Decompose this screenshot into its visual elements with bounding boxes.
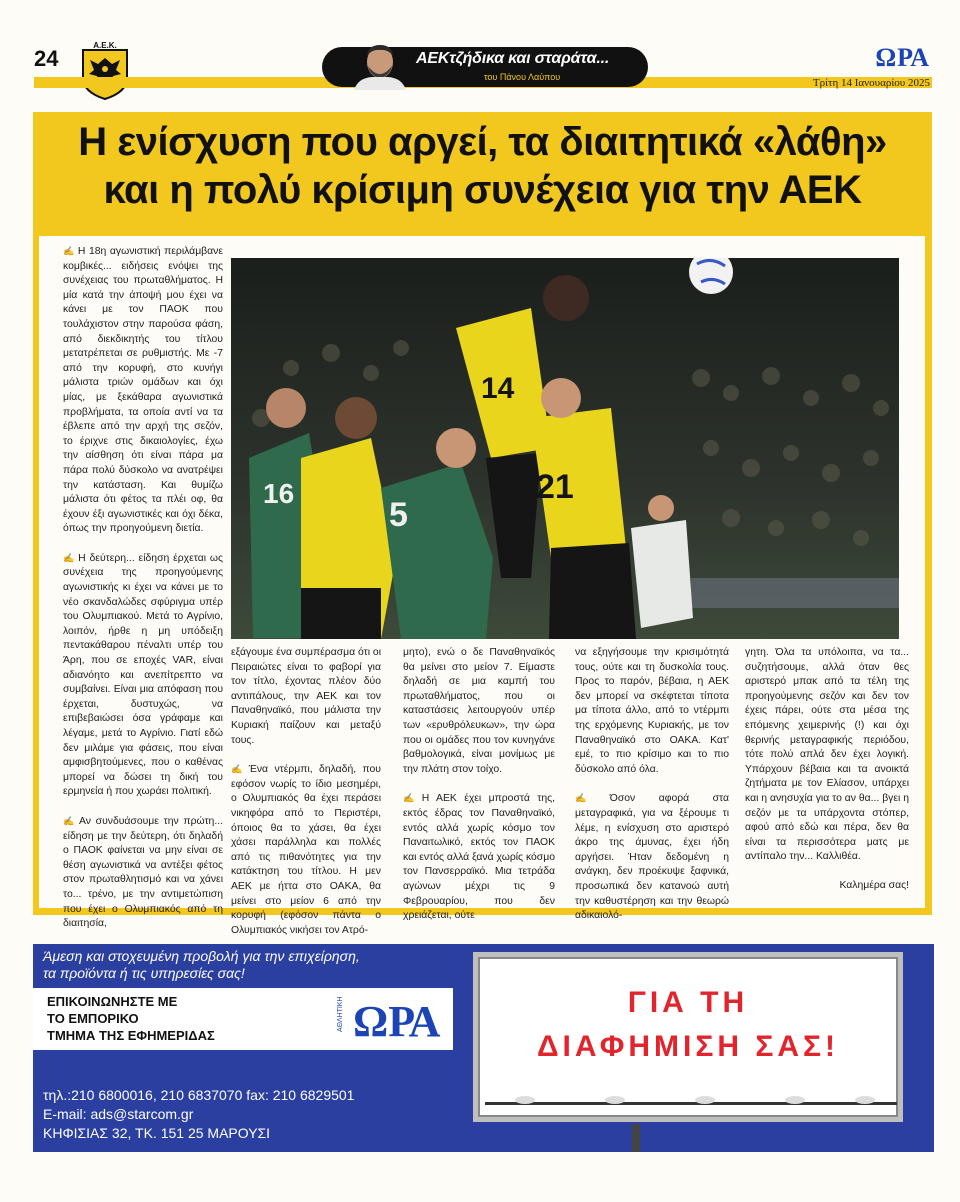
billboard-text: ΓΙΑ ΤΗ ΔΙΑΦΗΜΙΣΗ ΣΑΣ! — [536, 986, 840, 1063]
ad-address: ΚΗΦΙΣΙΑΣ 32, ΤΚ. 151 25 ΜΑΡΟΥΣΙ — [43, 1125, 271, 1141]
text-column-1 — [63, 244, 223, 932]
advertisement — [33, 944, 934, 1152]
newspaper-brand: ΩΡΑ — [875, 43, 930, 72]
paragraph: ✍ Όσον αφορά στα μεταγραφικά, για να ξέρουμε τι λέμε, η ενίσχυση στο αριστερό άκρο της άμυνας, έχει ήδη αργήσει. Ήταν δεδομένη η ανάγκη, δεν προέκυψε ξαφνικά, προσωπικά δεν κατανοώ αυτή την καθυστέρηση και την θεωρώ αδικαιολό- — [575, 793, 729, 922]
paragraph: ✍ Αν συνδυάσουμε την πρώτη... είδηση με την δεύτερη, ότι δηλαδή ο ΠΑΟΚ φαίνεται να μην είναι σε θέση αγωνιστικά να αντέξει φέτος στον πρωταθλητισμό και να χάνει το... τρένο, με την αντιμετώπιση που έχει ο Ολυμπιακός από τη διαιτησία, — [63, 815, 223, 930]
pen-icon: ✍ — [575, 793, 607, 804]
paragraph: ✍ Ένα ντέρμπι, δηλαδή, που εφόσον νωρίς το ίδιο μεσημέρι, ο Ολυμπιακός θα έχει περάσει νικηφόρα από το Περιστέρι, όποιος θα το χάσει, θα έχει χάσει παράλληλα και πολλές από τις πιθανότητες για την κατάκτηση του τίτλου. Η μεν ΑΕΚ με ήττα στο ΟΑΚΑ, θα μείνει στο μείον 6 από την κορυφή (εφόσον πάντα ο Ολυμπιακός νικήσει τον Ατρό- — [231, 764, 381, 936]
page-number: 24 — [34, 46, 59, 71]
text-column-5 — [745, 646, 909, 894]
paragraph: γητη. Όλα τα υπόλοιπα, να τα... συζητήσουμε, αλλά όταν θες αριστερό μπακ από τα τέλη της προηγούμενης σεζόν και δεν τον έχεις πάρει, ούτε στα μέσα της επόμενης χειμερινής (!) και όχι θερινής μεταγραφικής περιόδου, τότε πολύ απλά δεν έχει λογική. Υπάρχουν βέβαια και τα ανοικτά ζητήματα με τον Ελίασον, υπάρχει και η ανησυχία για το αν θα... βγει η σεζόν με τα υπάρχοντα στόπερ, αφού από εδώ και πέρα, δεν θα είναι τα περισσότερα ματς με αντίπαλο την... Καλλιθέα. — [745, 647, 909, 863]
text-column-2 — [231, 646, 381, 938]
paragraph: να εξηγήσουμε την κρισιμότητά τους, ούτε και τη δυσκολία τους. Προς το παρόν, βέβαια, η ΑΕΚ δεν μπορεί να σκέφτεται τίποτα μα τίποτα άλλο, από το ντέρμπι της ερχόμενης Κυριακής, με τον Παναθηναϊκό στο ΟΑΚΑ. Κατ' εμέ, το πιο κρίσιμο και το πιο δύσκολο από όλα. — [575, 647, 729, 775]
signoff: Καλημέρα σας! — [839, 879, 909, 891]
photo-jersey-right: 21 — [536, 468, 574, 506]
aek-crest-logo — [80, 40, 130, 100]
paragraph: ✍ Η 18η αγωνιστική περιλάμβανε κομβικές... ειδήσεις ενόψει της συνέχειας του πρωταθλήματος. Η μία κατά την άποψή μου έχει να κάνει με τον ΠΑΟΚ που τουλάχιστον στην παρούσα φάση, από διεκδικητής του τίτλου μετατρέπεται σε ρυθμιστής. Με -7 από την κορυφή, στο κυνήγι μάλιστα τριών ομάδων και όχι μίας, με ξεκάθαρα αγωνιστικά προβλήματα, τα οποία αντί να τα έβλεπε από την αρχή της σεζόν, το έριχνε στις δικαιολογίες, έχω την αίσθηση ότι είναι πάρα μα πάρα πολύ δύσκολο να ανατρέψει την κατάσταση. Και θυμίζω μάλιστα ότι φέτος τα πλέι οφ, θα έχουν έξι αγωνιστικές και όχι δέκα, όπως την προηγούμενη διετία. — [63, 246, 223, 535]
ad-email: E-mail: ads@starcom.gr — [43, 1106, 194, 1122]
headline — [33, 118, 932, 214]
paragraph: ✍ Η ΑΕΚ έχει μπροστά της, εκτός έδρας τον Παναθηναϊκό, εντός αλλά χωρίς κόσμο τον Παναιτωλικό, εκτός τον ΠΑΟΚ και εντός αλλά ξανά χωρίς κόσμο τον Πανσερραϊκό. Μια τετράδα αγώνων μέχρι τις 9 Φεβρουαρίου, που δεν χρειάζεται, ούτε — [403, 793, 555, 922]
photo-jersey-center: 14 — [481, 372, 515, 405]
pen-icon: ✍ — [231, 764, 246, 775]
ad-phone: τηλ.:210 6800016, 210 6837070 fax: 210 6829501 — [43, 1087, 355, 1103]
photo-jersey-front: 5 — [389, 496, 408, 534]
pen-icon: ✍ — [403, 793, 419, 804]
match-photo — [231, 258, 899, 639]
pen-icon: ✍ — [63, 815, 77, 826]
billboard-lights-icon — [485, 1094, 897, 1110]
billboard-post — [632, 1124, 640, 1152]
column-author: του Πάνου Λαύπου — [484, 72, 561, 82]
text-column-4 — [575, 646, 729, 924]
paragraph: εξάγουμε ένα συμπέρασμα ότι οι Πειραιώτες είναι το φαβορί για τον τίτλο, έχοντας πλέον δύο αντιπάλους, την ΑΕΚ και τον Παναθηναϊκό, που μάλιστα την Κυριακή παίζουν και μεταξύ τους. — [231, 647, 382, 746]
paragraph: ✍ Η δεύτερη... είδηση έρχεται ως συνέχεια της προηγούμενης αγωνιστικής κι έχει να κάνει με το νέο σκανδαλώδες σφύριγμα υπέρ του Ολυμπιακού. Μετά το Αγρίνιο, λοιπόν, ήρθε η μη υπόδειξη πεντακάθαρου πέναλτι υπέρ του Άρη, που σε εποχές VAR, είναι αδιανόητο και ανεπίτρεπτο να συμβαίνει. Είναι μια απόφαση που έρχεται, δυστυχώς, να επιβεβαιώσει όσα γράφαμε και λέγαμε, μετά το Αγρίνιο. Γιατί εδώ δεν μιλάμε για φάσεις, που είναι αμφισβητούμενες, που ο καθένας μπορεί να δώσει τη δική του ερμηνεία ή που χωράει πολιτική. — [63, 552, 223, 798]
ad-tagline: Άμεση και στοχευμένη προβολή για την επιχείρηση, τα προϊόντα ή τις υπηρεσίες σας! — [43, 948, 360, 981]
ad-contact-text: ΕΠΙΚΟΙΝΩΝΗΣΤΕ ΜΕ ΤΟ ΕΜΠΟΡΙΚΟ ΤΜΗΜΑ ΤΗΣ ΕΦΗΜΕΡΙΔΑΣ — [47, 994, 215, 1043]
issue-date: Τρίτη 14 Ιανουαρίου 2025 — [812, 77, 930, 89]
text-column-3 — [403, 646, 555, 924]
ad-contact-details — [43, 1086, 354, 1143]
ora-logo-side-text: ΑΘΛΗΤΙΚΗ — [337, 996, 344, 1032]
ora-logo — [333, 994, 449, 1044]
headline-line-2: και η πολύ κρίσιμη συνέχεια για την ΑΕΚ — [103, 168, 862, 212]
photo-jersey-left: 16 — [263, 478, 295, 509]
paragraph: μητο), ενώ ο δε Παναθηναϊκός θα μείνει στο μείον 7. Είμαστε δηλαδή σε μια καμπή του πρωταθλήματος, που οι καταστάσεις λειτουργούν υπέρ των «ερυθρόλευκων», την ώρα που οι ομάδες που τον κυνηγάνε βαθμολογικά, είναι μονίμως με την πλάτη στον τοίχο. — [403, 647, 555, 775]
pen-icon: ✍ — [63, 552, 76, 563]
ora-logo-text: ΩΡΑ — [353, 997, 441, 1044]
headline-line-1: Η ενίσχυση που αργεί, τα διαιτητικά «λάθη» — [78, 120, 887, 164]
svg-text:Α.Ε.Κ.: Α.Ε.Κ. — [93, 41, 117, 50]
article-body — [39, 236, 925, 936]
columnist-portrait — [350, 40, 410, 90]
column-title: ΑΕΚτζήδικα και σταράτα... — [416, 50, 610, 67]
article-box — [33, 112, 932, 936]
pen-icon: ✍ — [63, 246, 75, 256]
